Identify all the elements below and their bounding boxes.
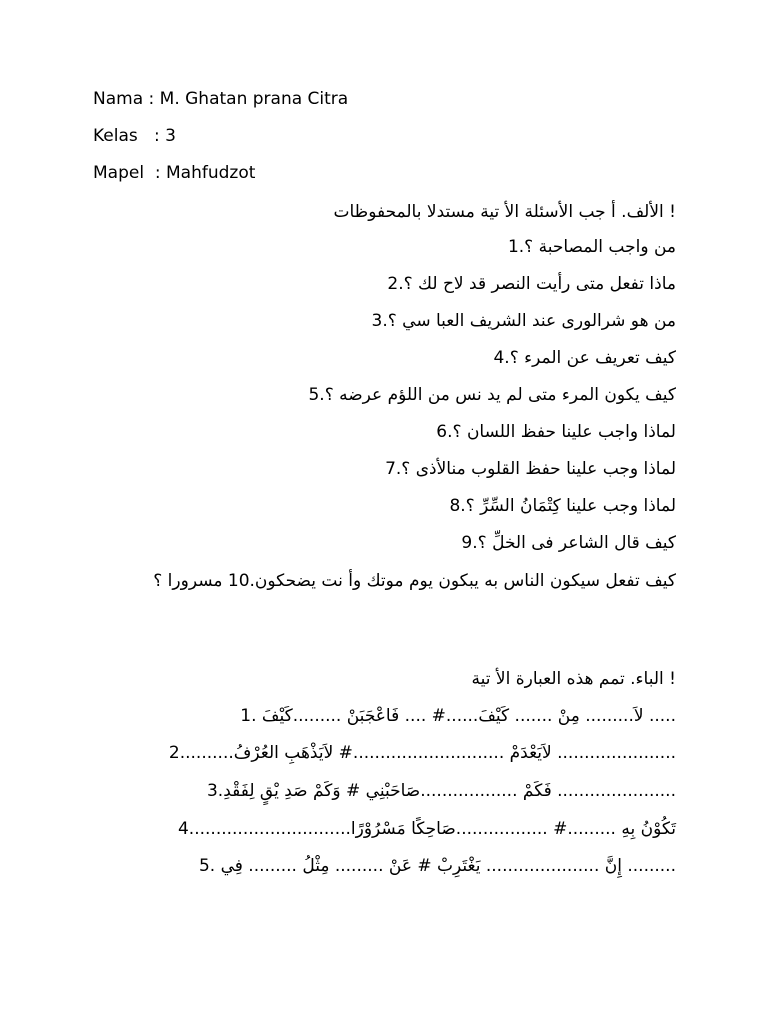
question-8: لماذا وجب علينا كِتْمَانُ السِّرِّ ؟.8 [449,496,676,516]
student-name-line: Nama : M. Ghatan prana Citra [93,89,349,109]
question-6: لماذا واجب علينا حفظ اللسان ؟.6 [436,422,676,442]
question-5: كيف يكون المرء متى لم يد نس من اللؤم عرضه ؟.5 [308,385,676,405]
question-9: كيف قال الشاعر فى الخلِّ ؟.9 [461,533,676,553]
section-a-title: ! الألف. أ جب الأسئلة الأ تية مستدلا بالمحفوظات [333,202,676,222]
completion-item-5: ......... إِنَّ ..................... يَغْتَرِبْ # عَنْ ......... مِثْلُ ......... فِي .5 [198,856,676,876]
completion-item-1: ..... لاَ......... مِنْ ....... كَيْفَ......# .... فَاعْجَبَنْ .........كَيْفَ .1 [240,706,676,726]
class-line: Kelas : 3 [93,126,176,146]
completion-item-3: ...................... فَكَمْ ..................صَاحَبْنِي # وَكَمْ صَدِ يْقٍ لِفَقْدِ.3 [206,781,676,801]
completion-item-2: ...................... لاَيَعْدَمْ ............................# لاَيَذْهَبِ العُرْفُ..........2 [168,743,676,763]
question-2: ماذا تفعل متى رأيت النصر قد لاح لك ؟.2 [387,274,676,294]
question-4: كيف تعريف عن المرء ؟.4 [493,348,676,368]
completion-item-4: تَكُوْنُ بِهِ .........# .................صَاحِكًا مَسْرُوْرًا..............................4 [177,819,676,839]
question-1: من واجب المصاحبة ؟.1 [507,237,676,257]
section-b-title: ! الباء. تمم هذه العبارة الأ تية [471,669,676,689]
question-7: لماذا وجب علينا حفظ القلوب منالأذى ؟.7 [385,459,676,479]
subject-line: Mapel : Mahfudzot [93,163,256,183]
question-3: من هو شرالورى عند الشريف العبا سي ؟.3 [371,311,676,331]
question-10: كيف تفعل سيكون الناس به يبكون يوم موتك وأ نت يضحكون.10 مسرورا ؟ [153,571,676,591]
